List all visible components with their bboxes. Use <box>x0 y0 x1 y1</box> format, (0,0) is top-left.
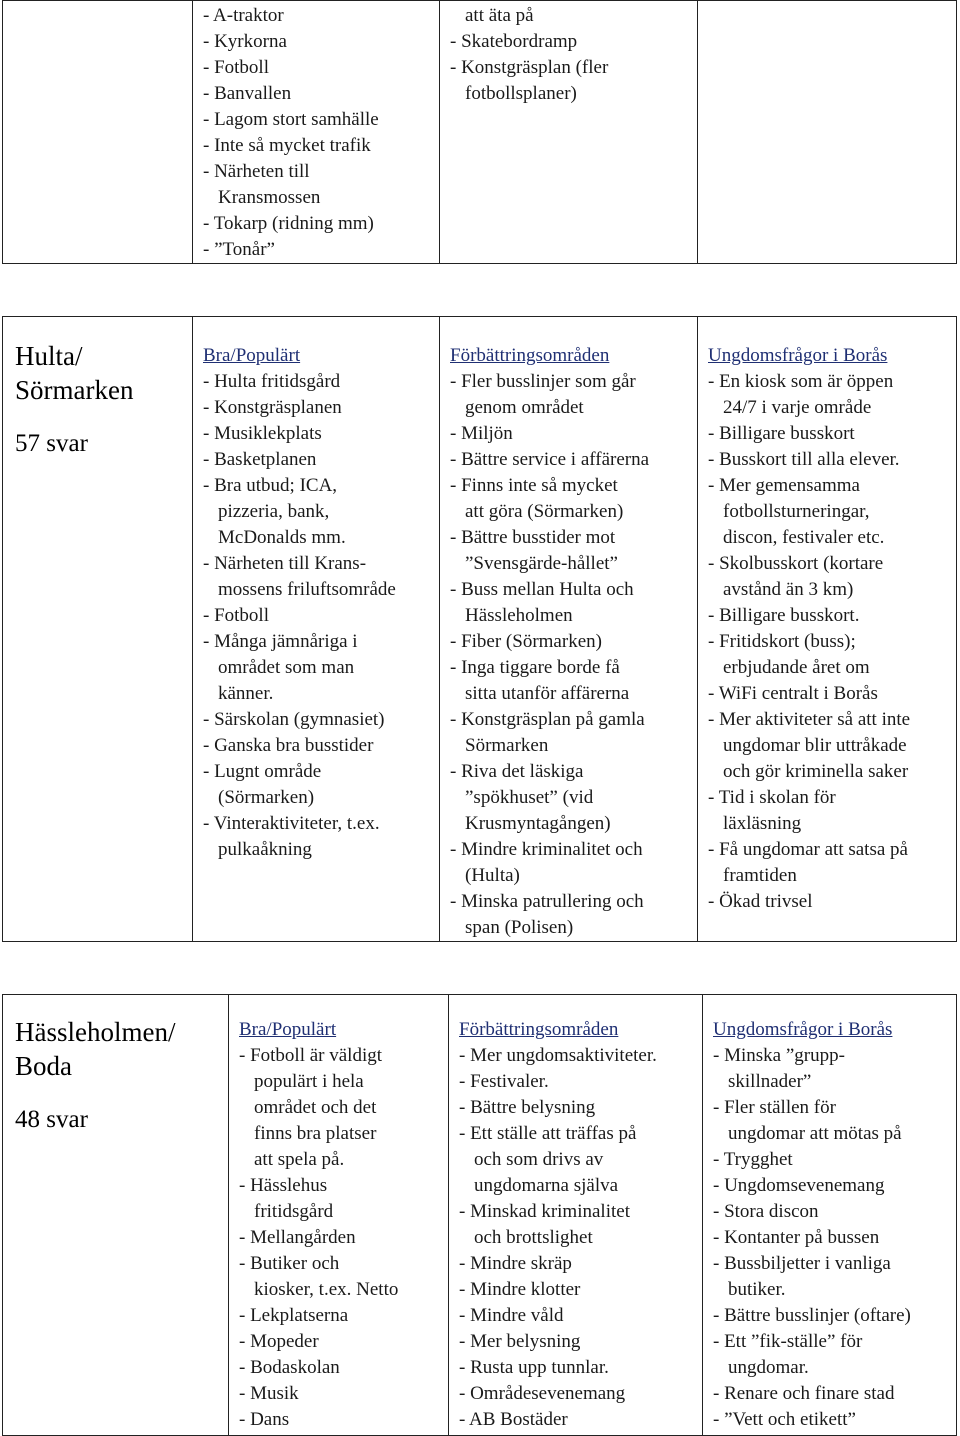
list-item-continuation: läxläsning <box>723 813 802 834</box>
list-item: - Skolbusskort (kortare <box>708 553 884 574</box>
list-item-continuation: pizzeria, bank, <box>218 501 330 522</box>
list-item: - Ungdomsevenemang <box>713 1175 885 1196</box>
list-item: - Skatebordramp <box>450 31 578 52</box>
popular-list <box>193 1 439 263</box>
improvement-list <box>459 1043 694 1433</box>
list-item: - Fritidskort (buss); <box>708 631 856 652</box>
list-item: - Renare och finare stad <box>713 1383 895 1404</box>
list-item-continuation: området och det <box>254 1097 377 1118</box>
improvement-cell <box>440 317 698 942</box>
list-item: - Bodaskolan <box>239 1357 340 1378</box>
list-item-continuation: känner. <box>218 683 274 704</box>
list-item: - Lagom stort samhälle <box>203 109 379 130</box>
list-item: - Många jämnåriga i <box>203 631 358 652</box>
list-item: - Tokarp (ridning mm) <box>203 213 374 234</box>
list-item: - Konstgräsplanen <box>203 397 342 418</box>
list-item: - Fler ställen för <box>713 1097 836 1118</box>
list-item: - Musik <box>239 1383 299 1404</box>
popular-list <box>203 369 431 863</box>
youth-issues-cell <box>698 1 957 264</box>
area-name-line: Sörmarken <box>15 375 134 405</box>
popular-cell <box>193 317 440 942</box>
youth-issues-cell <box>703 995 957 1436</box>
list-item: - Mindre skräp <box>459 1253 572 1274</box>
column-heading: Förbättringsområden <box>450 345 610 366</box>
list-item: - Konstgräsplan på gamla <box>450 709 645 730</box>
list-item-continuation: genom området <box>465 397 584 418</box>
list-item: - Billigare busskort <box>708 423 855 444</box>
list-item: - Banvallen <box>203 83 292 104</box>
list-item: - Mer aktiviteter så att inte <box>708 709 911 730</box>
list-item: - Bättre service i affärerna <box>450 449 650 470</box>
list-item-continuation: sitta utanför affärerna <box>465 683 630 704</box>
response-count: 48 svar <box>15 1106 88 1133</box>
list-item: - WiFi centralt i Borås <box>708 683 878 704</box>
list-item: - Områdesevenemang <box>459 1383 626 1404</box>
list-item-continuation: (Sörmarken) <box>218 787 315 808</box>
list-item-continuation: mossens friluftsområde <box>218 579 396 600</box>
list-item: - Mindre klotter <box>459 1279 581 1300</box>
list-item-continuation: ”spökhuset” (vid <box>465 787 594 808</box>
list-item: - Fotboll <box>203 605 269 626</box>
youth-issues-cell <box>698 317 957 942</box>
list-item-continuation: discon, festivaler etc. <box>723 527 885 548</box>
list-item-continuation: Krusmyntagången) <box>465 813 611 834</box>
list-item: - Särskolan (gymnasiet) <box>203 709 385 730</box>
list-item-continuation: ungdomarna själva <box>474 1175 619 1196</box>
youth-issues-list <box>713 1043 948 1433</box>
list-item-continuation: fritidsgård <box>254 1201 334 1222</box>
list-item: - Butiker och <box>239 1253 340 1274</box>
list-item: - Ökad trivsel <box>708 891 813 912</box>
list-item: - Fler busslinjer som går <box>450 371 636 392</box>
list-item: - Minska patrullering och <box>450 891 644 912</box>
list-item: - Ganska bra busstider <box>203 735 374 756</box>
list-item: - En kiosk som är öppen <box>708 371 894 392</box>
list-item-continuation: att göra (Sörmarken) <box>465 501 624 522</box>
list-item-continuation: populärt i hela <box>254 1071 364 1092</box>
popular-cell <box>229 995 449 1436</box>
list-item: - Bättre belysning <box>459 1097 596 1118</box>
list-item: - Musiklekplats <box>203 423 322 444</box>
list-item: - Närheten till <box>203 161 310 182</box>
list-item: - Miljön <box>450 423 513 444</box>
list-item: - Bättre busslinjer (oftare) <box>713 1305 911 1326</box>
list-item-continuation: fotbollsplaner) <box>465 83 577 104</box>
list-item-continuation: Sörmarken <box>465 735 549 756</box>
list-item: - Mindre kriminalitet och <box>450 839 643 860</box>
list-item-continuation: Hässleholmen <box>465 605 573 626</box>
list-item: - Billigare busskort. <box>708 605 860 626</box>
list-item-continuation: (Hulta) <box>465 865 520 886</box>
list-item: - Busskort till alla elever. <box>708 449 900 470</box>
improvement-cell <box>449 995 703 1436</box>
list-item-continuation: och gör kriminella saker <box>723 761 909 782</box>
list-item: - Konstgräsplan (fler <box>450 57 609 78</box>
list-item-continuation: Kransmossen <box>218 187 321 208</box>
list-item-continuation: och som drivs av <box>474 1149 604 1170</box>
list-item: - Basketplanen <box>203 449 317 470</box>
list-item: - Dans <box>239 1409 290 1430</box>
column-heading: Ungdomsfrågor i Borås <box>708 345 888 366</box>
list-item: - Bra utbud; ICA, <box>203 475 338 496</box>
list-item-continuation: finns bra platser <box>254 1123 377 1144</box>
column-heading: Ungdomsfrågor i Borås <box>713 1019 893 1040</box>
results-table-top <box>2 0 957 264</box>
list-item: - ”Tonår” <box>203 239 275 260</box>
list-item-continuation: 24/7 i varje område <box>723 397 872 418</box>
list-item-continuation: skillnader” <box>728 1071 812 1092</box>
list-item: - Minskad kriminalitet <box>459 1201 630 1222</box>
list-item: - AB Bostäder <box>459 1409 568 1430</box>
response-count: 57 svar <box>15 430 88 457</box>
list-item: - Tid i skolan för <box>708 787 836 808</box>
area-name-line: Boda <box>15 1051 72 1081</box>
area-cell <box>3 317 193 942</box>
list-item: - Mindre våld <box>459 1305 564 1326</box>
list-item: - Få ungdomar att satsa på <box>708 839 908 860</box>
list-item-continuation: att äta på <box>465 5 534 26</box>
list-item: - Riva det läskiga <box>450 761 584 782</box>
list-item: - Närheten till Krans- <box>203 553 367 574</box>
list-item: - Fotboll <box>203 57 269 78</box>
list-item: - Festivaler. <box>459 1071 549 1092</box>
results-table-hulta <box>2 316 957 942</box>
list-item-continuation: ungdomar. <box>728 1357 809 1378</box>
list-item: - Inga tiggare borde få <box>450 657 620 678</box>
list-item: - A-traktor <box>203 5 284 26</box>
column-heading: Bra/Populärt <box>203 345 301 366</box>
list-item-continuation: pulkaåkning <box>218 839 312 860</box>
list-item: - Stora discon <box>713 1201 819 1222</box>
column-heading: Förbättringsområden <box>459 1019 619 1040</box>
list-item-continuation: kiosker, t.ex. Netto <box>254 1279 399 1300</box>
list-item: - Mopeder <box>239 1331 319 1352</box>
list-item-continuation: erbjudande året om <box>723 657 870 678</box>
list-item-continuation: fotbollsturneringar, <box>723 501 870 522</box>
list-item-continuation: McDonalds mm. <box>218 527 346 548</box>
list-item: - Mer gemensamma <box>708 475 860 496</box>
list-item-continuation: ungdomar blir uttråkade <box>723 735 907 756</box>
list-item-continuation: framtiden <box>723 865 797 886</box>
list-item: - Kontanter på bussen <box>713 1227 880 1248</box>
popular-cell <box>193 1 440 264</box>
list-item-continuation: området som man <box>218 657 355 678</box>
area-cell <box>3 995 229 1436</box>
list-item: - Ett ”fik-ställe” för <box>713 1331 863 1352</box>
list-item: - ”Vett och etikett” <box>713 1409 856 1430</box>
list-item-continuation: ungdomar att mötas på <box>728 1123 902 1144</box>
list-item: - Minska ”grupp- <box>713 1045 845 1066</box>
list-item: - Bussbiljetter i vanliga <box>713 1253 891 1274</box>
improvement-cell <box>440 1 698 264</box>
list-item: - Trygghet <box>713 1149 793 1170</box>
area-name-line: Hulta/ <box>15 341 83 371</box>
list-item: - Rusta upp tunnlar. <box>459 1357 609 1378</box>
list-item: - Fotboll är väldigt <box>239 1045 383 1066</box>
column-heading: Bra/Populärt <box>239 1019 337 1040</box>
area-name <box>15 339 184 407</box>
results-table-hassleholmen <box>2 994 957 1436</box>
list-item: - Fiber (Sörmarken) <box>450 631 602 652</box>
list-item-continuation: avstånd än 3 km) <box>723 579 854 600</box>
youth-issues-list <box>708 369 948 915</box>
list-item: - Ett ställe att träffas på <box>459 1123 637 1144</box>
list-item: - Inte så mycket trafik <box>203 135 371 156</box>
list-item: - Mer ungdomsaktiviteter. <box>459 1045 657 1066</box>
improvement-list <box>440 1 697 107</box>
list-item: - Vinteraktiviteter, t.ex. <box>203 813 380 834</box>
list-item: - Hulta fritidsgård <box>203 371 341 392</box>
popular-list <box>239 1043 440 1433</box>
list-item: - Mer belysning <box>459 1331 581 1352</box>
area-name <box>15 1015 220 1083</box>
area-cell <box>3 1 193 264</box>
area-name-line: Hässleholmen/ <box>15 1017 176 1047</box>
list-item-continuation: att spela på. <box>254 1149 345 1170</box>
improvement-list <box>450 369 689 941</box>
list-item-continuation: span (Polisen) <box>465 917 574 938</box>
list-item: - Mellangården <box>239 1227 356 1248</box>
list-item: - Kyrkorna <box>203 31 287 52</box>
list-item: - Lugnt område <box>203 761 322 782</box>
list-item: - Finns inte så mycket <box>450 475 618 496</box>
list-item-continuation: butiker. <box>728 1279 786 1300</box>
list-item-continuation: ”Svensgärde-hållet” <box>465 553 618 574</box>
list-item-continuation: och brottslighet <box>474 1227 593 1248</box>
list-item: - Hässlehus <box>239 1175 328 1196</box>
list-item: - Buss mellan Hulta och <box>450 579 634 600</box>
list-item: - Lekplatserna <box>239 1305 349 1326</box>
list-item: - Bättre busstider mot <box>450 527 616 548</box>
